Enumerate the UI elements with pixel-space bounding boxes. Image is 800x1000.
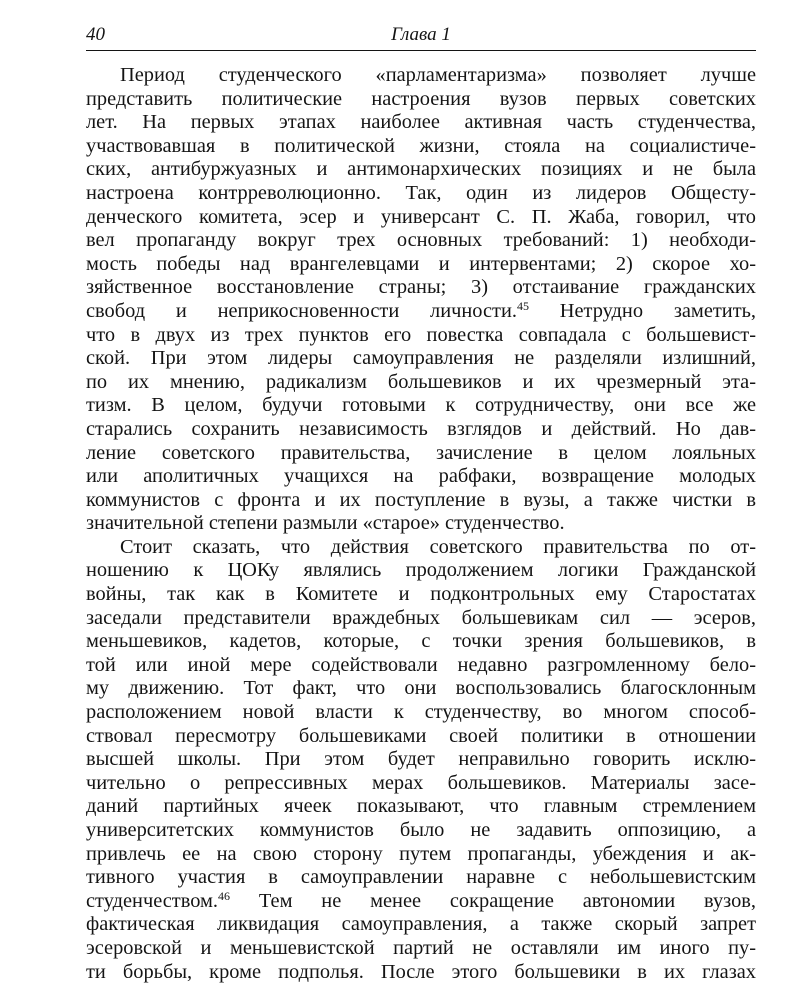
text-line: ление советского правительства, зачисление в целом лояльных — [86, 441, 756, 464]
text-line: меньшевиков, кадетов, которые, с точки зрения большевиков, в — [86, 630, 756, 653]
text-segment: Тем не менее сокращение автономии вузов, — [230, 889, 756, 912]
text-line: той или иной мере содействовали недавно разгромленному бело- — [86, 653, 756, 676]
book-page — [86, 22, 756, 984]
text-line: мость победы над врангелевцами и интервентами; 2) скорое хо- — [86, 252, 756, 275]
text-line: привлечь ее на свою сторону путем пропаганды, убеждения и ак- — [86, 842, 756, 865]
text-line: Период студенческого «парламентаризма» позволяет лучше — [120, 64, 756, 86]
text-segment: студенчеством. — [86, 889, 219, 912]
text-segment: Нетрудно заметить, — [528, 299, 757, 322]
text-line: лет. На первых этапах наиболее активная часть студенчества, — [86, 111, 756, 134]
paragraph — [86, 536, 756, 984]
text-line: вел пропаганду вокруг трех основных требований: 1) необходи- — [86, 229, 756, 252]
text-line: фактическая ликвидация самоуправления, а также скорый запрет — [86, 913, 756, 936]
text-line: расположением новой власти к студенчеству, во многом способ- — [86, 701, 756, 724]
text-line: эсеровской и меньшевистской партий не оставляли им иного пу- — [86, 936, 756, 959]
text-line — [86, 300, 756, 324]
chapter-title: Глава 1 — [391, 24, 451, 45]
text-line — [86, 890, 756, 914]
text-line: настроена контрреволюционно. Так, один из лидеров Общесту- — [86, 181, 756, 204]
text-line: чительно о репрессивных мерах большевиков. Материалы засе- — [86, 771, 756, 794]
text-line: что в двух из трех пунктов его повестка совпадала с большевист- — [86, 323, 756, 346]
text-line: ской. При этом лидеры самоуправления не разделяли излишний, — [86, 347, 756, 370]
text-line: тизм. В целом, будучи готовыми к сотрудничеству, они все же — [86, 394, 756, 417]
text-line: представить политические настроения вузов первых советских — [86, 87, 756, 110]
footnote-marker: 46 — [218, 888, 231, 903]
text-line: заседали представители враждебных большевикам сил — эсеров, — [86, 606, 756, 629]
page-number: 40 — [86, 24, 105, 45]
text-segment: свобод и неприкосновенности личности. — [86, 299, 517, 322]
text-line: зяйственное восстановление страны; 3) отстаивание гражданских — [86, 276, 756, 299]
text-line: участвовавшая в политической жизни, стояла на социалистиче- — [86, 134, 756, 157]
text-line: ских, антибуржуазных и антимонархических позициях и не была — [86, 158, 756, 181]
footnote-marker: 45 — [516, 298, 529, 313]
text-line: или аполитичных учащихся на рабфаки, возвращение молодых — [86, 465, 756, 488]
text-line: ношению к ЦОКу являлись продолжением логики Гражданской — [86, 559, 756, 582]
text-line: значительной степени размыли «старое» студенчество. — [86, 512, 565, 535]
header-rule — [86, 50, 756, 51]
text-line: ствовал пересмотру большевиками своей политики в отношении — [86, 724, 756, 747]
text-line: по их мнению, радикализм большевиков и их чрезмерный эта- — [86, 370, 756, 393]
text-line: ти борьбы, кроме подполья. После этого большевики в их глазах — [86, 960, 756, 983]
text-line: коммунистов с фронта и их поступление в вузы, а также чистки в — [86, 488, 756, 511]
text-line: Стоит сказать, что действия советского правительства по от- — [120, 535, 756, 558]
text-line: даний партийных ячеек показывают, что главным стремлением — [86, 795, 756, 818]
text-line: старались сохранить независимость взглядов и действий. Но дав- — [86, 417, 756, 440]
paragraph — [86, 64, 756, 536]
body-text — [86, 64, 756, 984]
running-head — [86, 22, 756, 48]
text-line: университетских коммунистов было не задавить оппозицию, а — [86, 819, 756, 841]
text-line: му движению. Тот факт, что они воспользовались благосклонным — [86, 677, 756, 700]
text-line: тивного участия в самоуправлении наравне с небольшевистским — [86, 866, 756, 889]
text-line: денческого комитета, эсер и универсант С. П. Жаба, говорил, что — [86, 205, 756, 228]
text-line: высшей школы. При этом будет неправильно говорить исклю- — [86, 748, 756, 771]
text-line: войны, так как в Комитете и подконтрольных ему Старостатах — [86, 583, 756, 606]
